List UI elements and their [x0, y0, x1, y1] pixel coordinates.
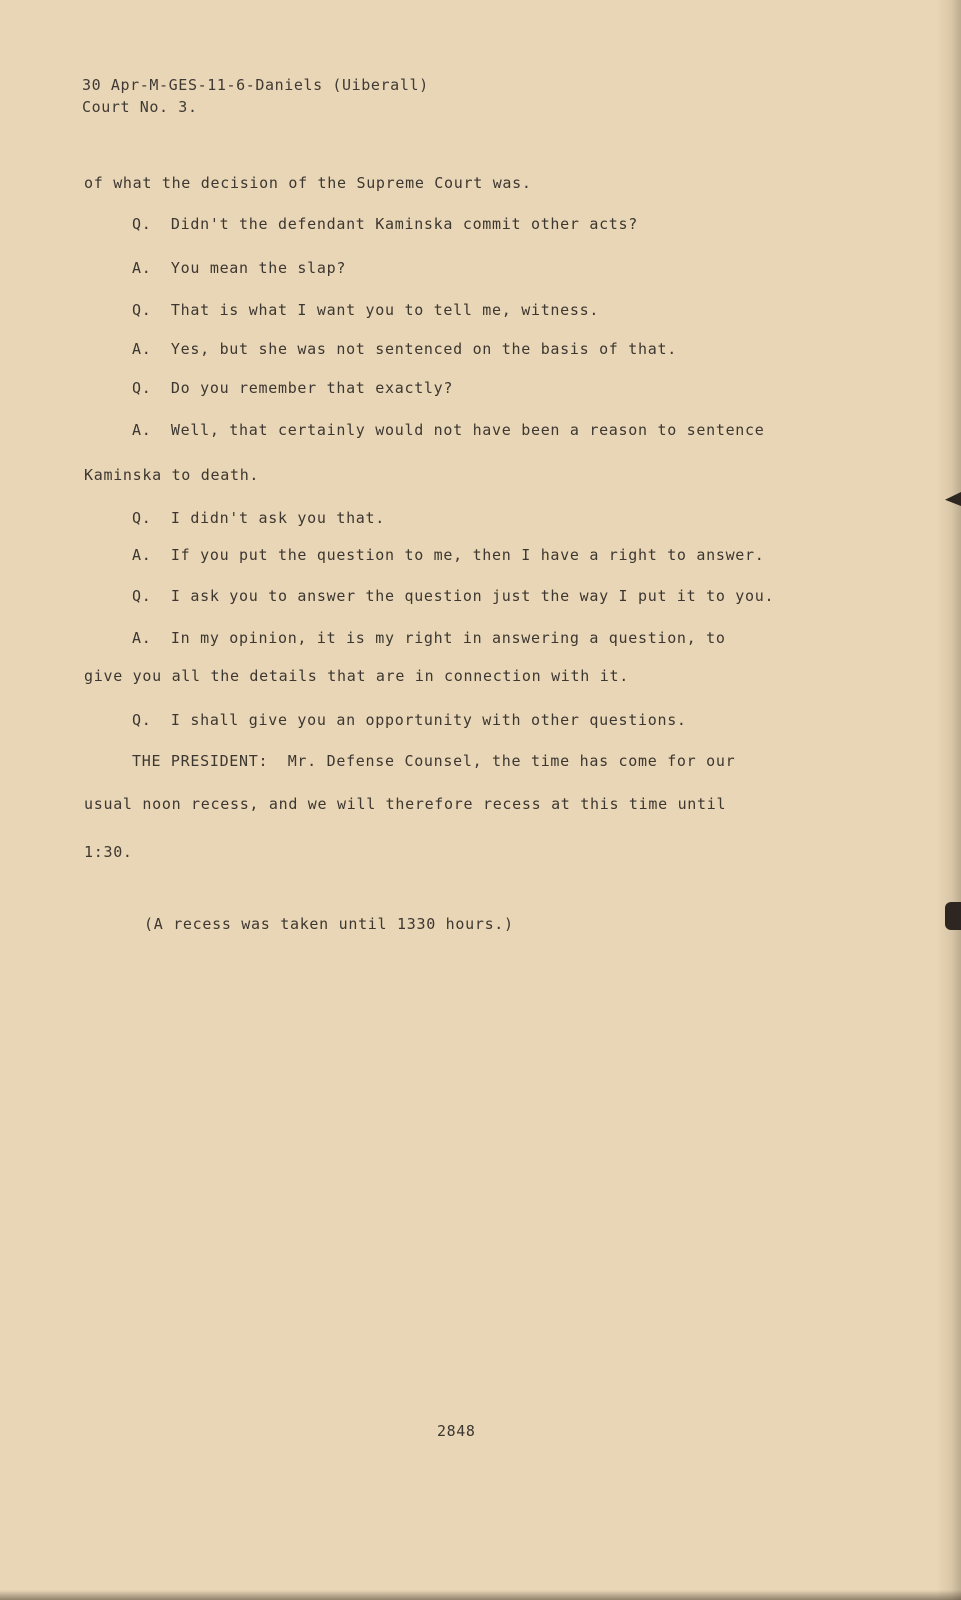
transcript-line: Q. That is what I want you to tell me, witness.: [132, 301, 600, 319]
transcript-line: A. In my opinion, it is my right in answering a question, to: [132, 629, 726, 647]
transcript-line: A. Well, that certainly would not have been a reason to sentence: [132, 421, 765, 439]
page-number: 2848: [437, 1422, 476, 1440]
transcript-line: 1:30.: [84, 843, 133, 861]
transcript-line: Kaminska to death.: [84, 466, 260, 484]
transcript-line: A. You mean the slap?: [132, 259, 347, 277]
transcript-line: Q. I shall give you an opportunity with other questions.: [132, 711, 687, 729]
transcript-line: give you all the details that are in connection with it.: [84, 667, 629, 685]
header-case-reference: 30 Apr-M-GES-11-6-Daniels (Uiberall): [82, 76, 429, 94]
header-court-number: Court No. 3.: [82, 98, 198, 116]
transcript-line: A. If you put the question to me, then I have a right to answer.: [132, 546, 765, 564]
transcript-line: (A recess was taken until 1330 hours.): [144, 915, 514, 933]
document-header: [82, 74, 429, 118]
transcript-line: Q. I ask you to answer the question just the way I put it to you.: [132, 587, 775, 605]
transcript-line: Q. I didn't ask you that.: [132, 509, 385, 527]
page-edge-shadow: [937, 0, 961, 1600]
transcript-line: THE PRESIDENT: Mr. Defense Counsel, the time has come for our: [132, 752, 736, 770]
transcript-line: usual noon recess, and we will therefore recess at this time until: [84, 795, 727, 813]
page-bottom-edge: [0, 1590, 961, 1600]
transcript-line: Q. Didn't the defendant Kaminska commit other acts?: [132, 215, 638, 233]
transcript-line: of what the decision of the Supreme Court was.: [84, 174, 532, 192]
transcript-line: A. Yes, but she was not sentenced on the basis of that.: [132, 340, 677, 358]
transcript-line: Q. Do you remember that exactly?: [132, 379, 454, 397]
